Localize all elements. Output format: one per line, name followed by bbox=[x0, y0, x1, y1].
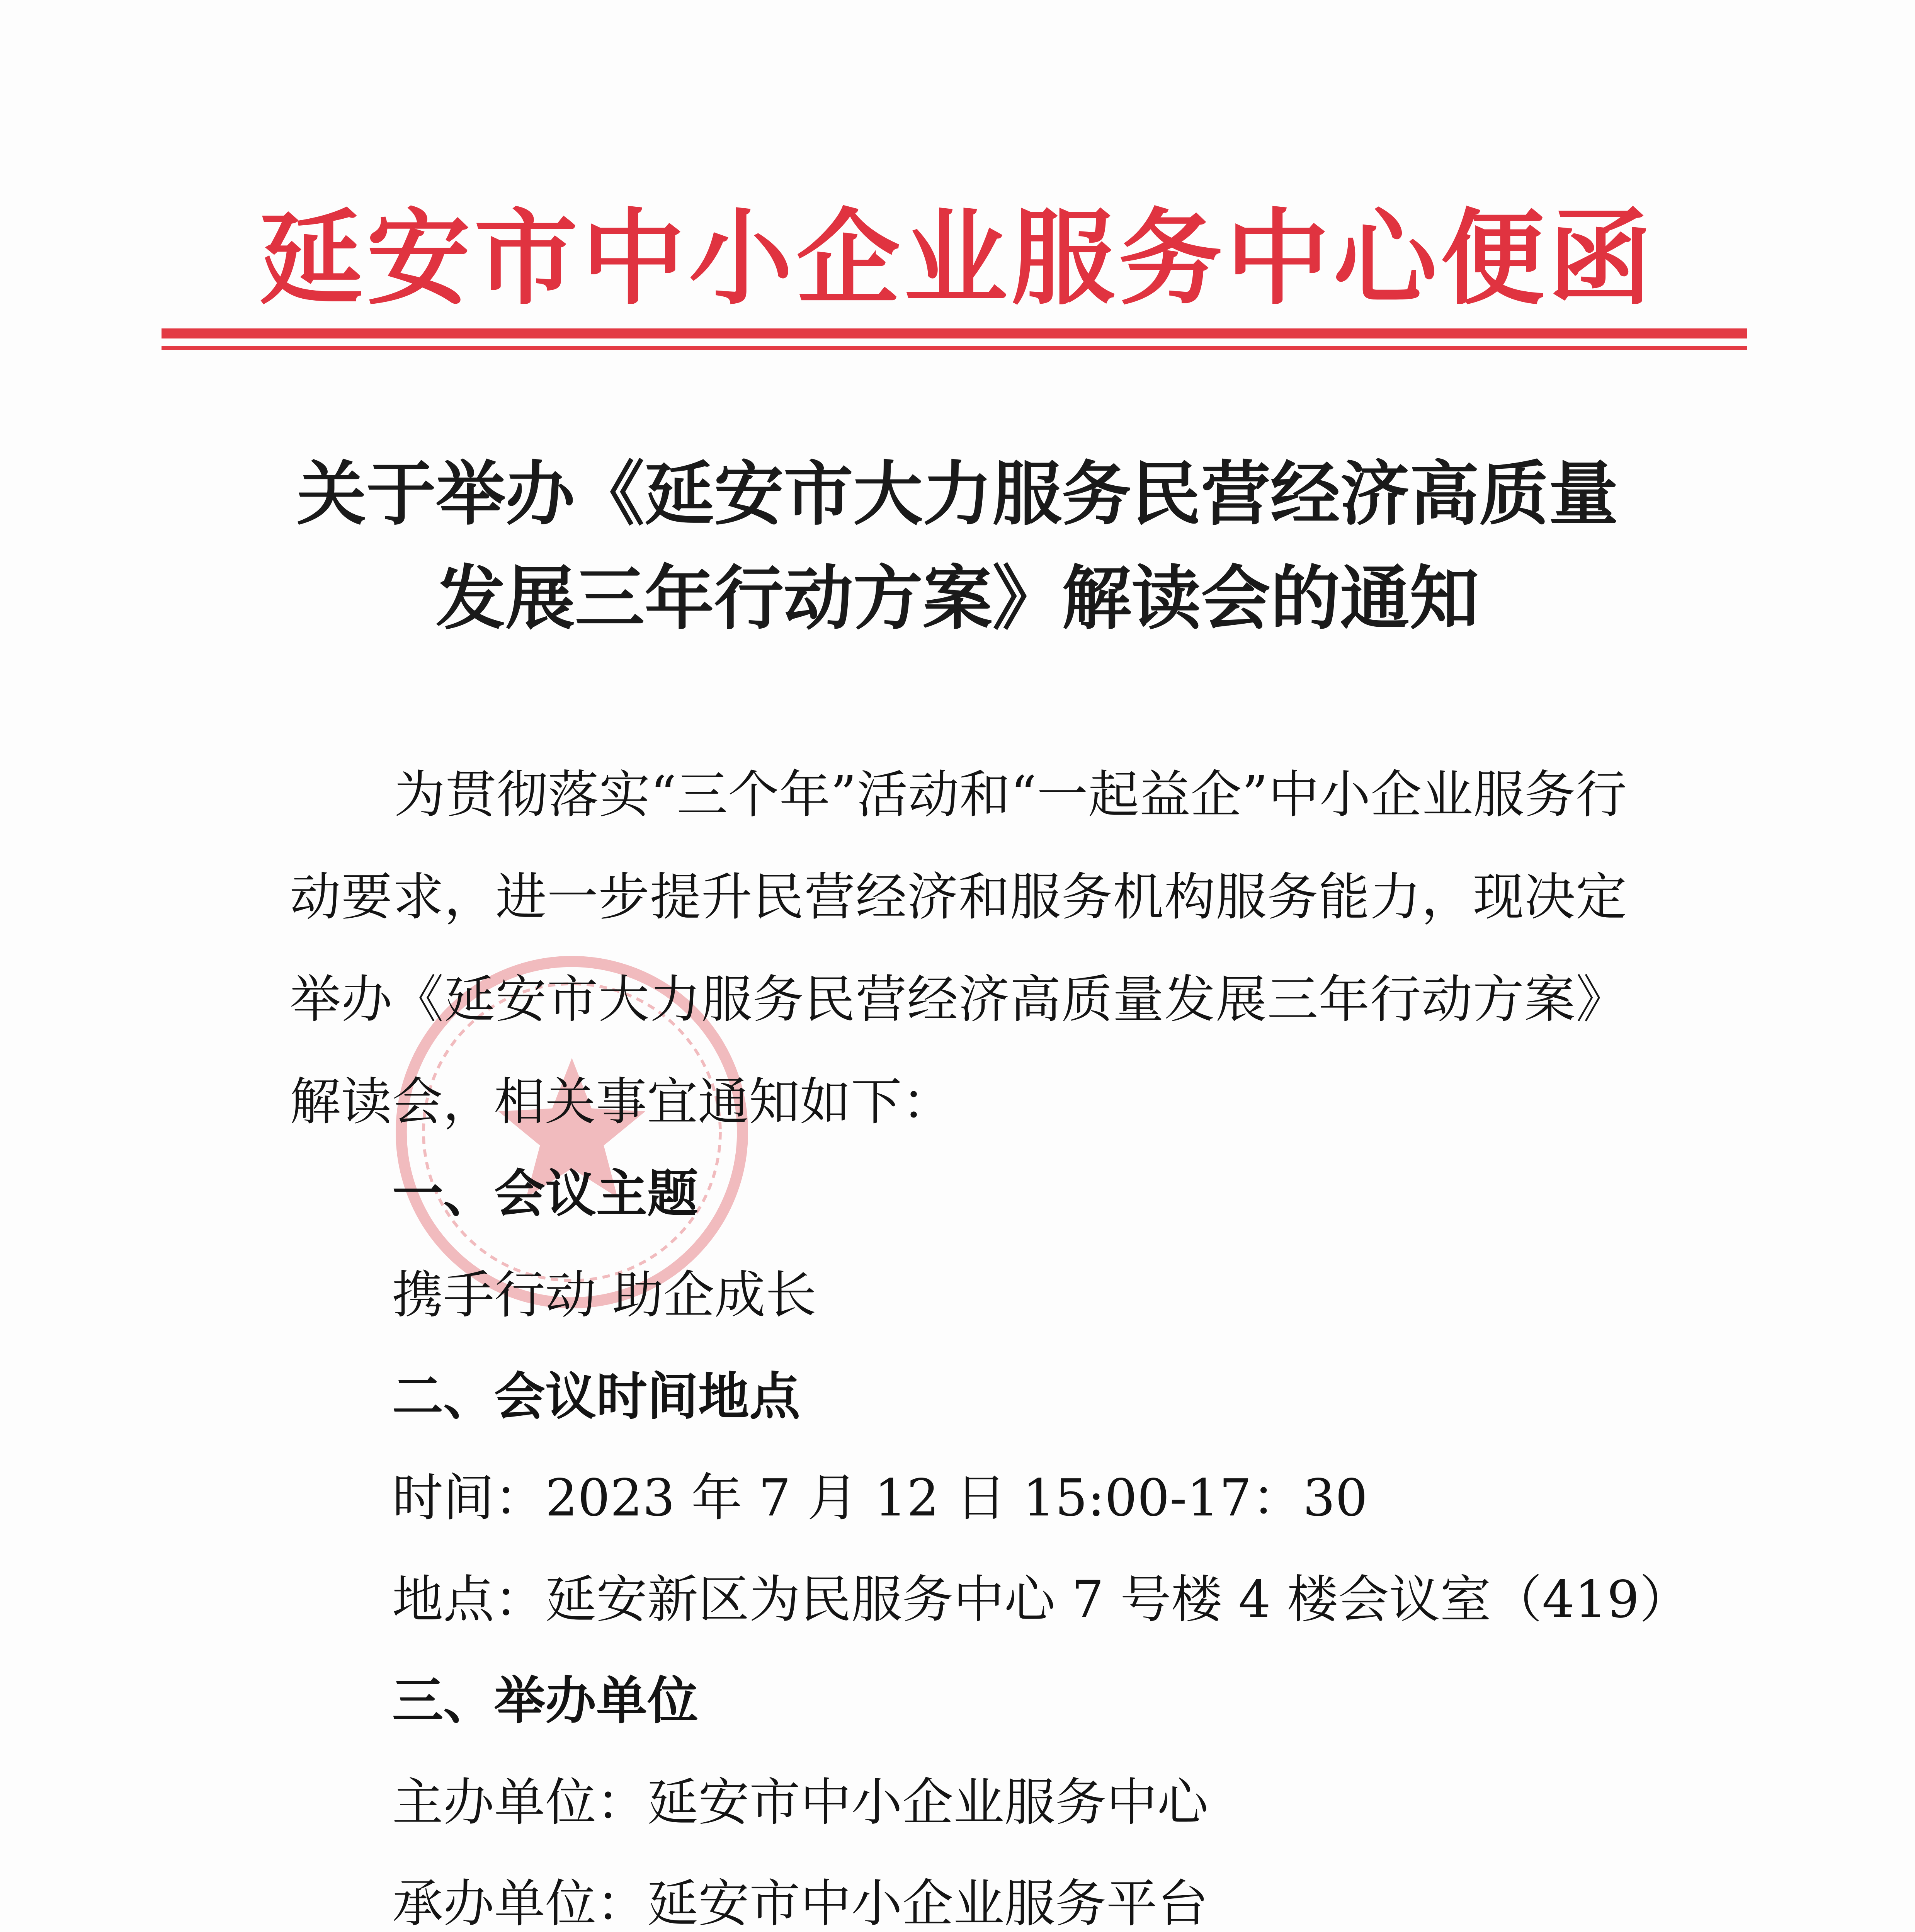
section-1-heading: 一、会议主题 bbox=[392, 1164, 698, 1224]
meeting-time: 时间：2023 年 7 月 12 日 15:00-17：30 bbox=[392, 1468, 1368, 1528]
intro-paragraph: 为贯彻落实“三个年”活动和“一起益企”中小企业服务行动要求，进一步提升民营经济和服务机构服务能力，现决定举办《延安市大力服务民营经济高质量发展三年行动方案》解读会，相关事宜通知如下： bbox=[290, 765, 1627, 1132]
top-rule-thin bbox=[162, 346, 1747, 350]
section-3-heading: 三、举办单位 bbox=[392, 1671, 698, 1731]
notice-title-line-1: 关于举办《延安市大力服务民营经济高质量 bbox=[296, 454, 1618, 535]
organizer-unit: 承办单位：延安市中小企业服务平台 bbox=[392, 1874, 1208, 1932]
section-2-heading: 二、会议时间地点 bbox=[392, 1367, 800, 1427]
top-rule-thick bbox=[162, 328, 1747, 338]
meeting-place: 地点：延安新区为民服务中心 7 号楼 4 楼会议室（419） bbox=[392, 1570, 1691, 1629]
host-unit: 主办单位：延安市中小企业服务中心 bbox=[392, 1773, 1208, 1832]
meeting-theme: 携手行动 助企成长 bbox=[392, 1265, 816, 1325]
letterhead-title: 延安市中小企业服务中心便函 bbox=[259, 199, 1656, 319]
notice-title-line-2: 发展三年行动方案》解读会的通知 bbox=[435, 558, 1479, 639]
